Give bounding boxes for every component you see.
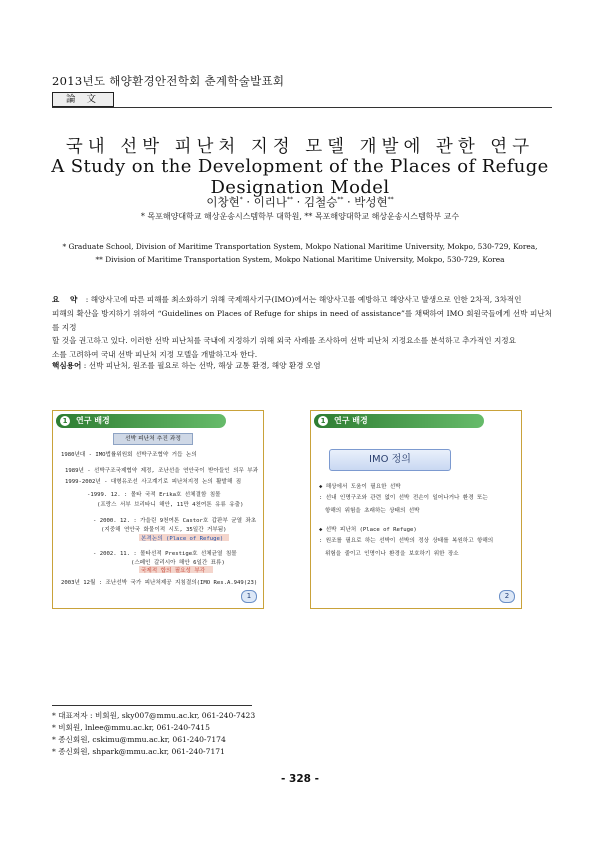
slide-line: 1989년 - 선박구조국제협약 제정, 조난선을 연안국이 받아들인 의무 부과 [65,468,259,474]
author-name: 이창현 [206,195,240,209]
author-name: 김철승 [303,195,338,209]
abstract-line: 피해의 확산을 방지하기 위하여 “Guidelines on Places of Refuge for ships in need of assistance”를 채택하여 IMO 회원국들에게 선박 피난처를 지정 [52,308,552,332]
title-korean: 국내 선박 피난처 지정 모델 개발에 관한 연구 [65,137,535,157]
header-rule [52,107,552,108]
abstract-line: 소를 고려하여 국내 선박 피난처 지정 모델을 개발하고자 한다. [52,350,258,360]
slide-line: -1999. 12. : 몰타 국적 Erika호 선체결함 침몰 [87,492,221,498]
slide-header-title: 연구 배경 [334,416,368,425]
slide-figure-2 [310,410,522,609]
slide-line: - 2000. 12. : 가을린 9천여톤 Castor호 갑판부 균열 좌초 [93,518,257,524]
slide-line: 위험을 줄이고 인명이나 환경을 보호하기 위한 장소 [325,551,459,557]
author-mark: ** [387,196,394,204]
slide-figure-1 [52,410,264,609]
page-number: - 328 - [281,773,319,785]
conference-name: 2013년도 해양환경안전학회 춘계학술발표회 [52,74,285,88]
keywords [52,360,552,371]
slide-line: ◆ 선박 피난처 (Place of Refuge) [319,527,417,533]
affiliation-korean: * 목포해양대학교 해상운송시스템학부 대학원, ** 목포해양대학교 해상운송시스템학부 교수 [140,212,460,221]
abstract-line: 할 것을 권고하고 있다. 이러한 선박 피난처를 국내에 지정하기 위해 외국 사례를 조사하여 선박 피난처 지정요소를 분석하고 추가적인 지정요 [52,336,516,346]
slide-number-badge: 1 [60,416,70,426]
slide-line: (프랑스 서부 브리타니 해안, 11만 4천여톤 유류 유출) [97,502,244,508]
author-separator: · [343,195,355,209]
slide-line: ◆ 해상에서 도움이 필요한 선박 [319,484,401,490]
slide-page-number: 1 [241,590,257,603]
paper-type-tag: 論 文 [52,92,114,107]
author-separator: · [242,195,254,209]
slide-header [314,414,484,428]
author-mark: ** [337,196,344,204]
slide-line: : 원조를 필요로 하는 선박이 선박의 정상 상태를 복원하고 항해의 [319,538,494,544]
slide-number-badge: 1 [318,416,328,426]
slide-line: (지중해 연안국 화물이적 시도, 35일간 거부됨) [101,527,227,533]
slide-line: (스페인 갈리시아 해안 6일간 표류) [131,560,225,566]
abstract [52,293,552,362]
footnote: * 종신회원, cskimu@mmu.ac.kr, 061-240-7174 [52,735,226,744]
author-name: 박성현 [354,195,388,209]
author-list [0,194,600,210]
slide-line: 1999-2002년 - 대형유조선 사고계기로 피난처지정 논의 활발해 짐 [65,479,242,485]
affiliation-english-1: * Graduate School, Division of Maritime Transportation System, Mokpo National Maritime University, Mokpo, 530-729, Korea, [62,242,538,251]
slide-header-title: 연구 배경 [76,416,110,425]
slide-line: : 선내 인명구조와 관련 없이 선박 전손이 일어나거나 환경 또는 [319,495,488,501]
slide-header [56,414,226,428]
slide-line: 2003년 12월 : 조난선박 국가 피난처제공 지침결의(IMO Res.A.949(23) [61,580,258,586]
author-name: 이리나 [253,195,288,209]
footnote-rule [52,705,252,706]
slide-line: 항해의 위험을 초래하는 상태의 선박 [325,508,420,514]
slide-subheader: 선박 피난처 추진 과정 [113,433,193,445]
slide-line: - 2002. 11. : 몰타선적 Prestige호 선체균열 침몰 [93,551,237,557]
footnote: * 비회원, lnlee@mmu.ac.kr, 061-240-7415 [52,723,210,732]
slide-line-highlight: 본격논의 (Place of Refuge) [141,536,224,542]
author-separator: · [293,195,304,209]
affiliation-english-2: ** Division of Maritime Transportation System, Mokpo National Maritime University, Mokpo, 530-729, Korea [95,255,505,264]
author-mark: * [239,196,243,204]
slide-line: 1980년대 - IMO법률위원회 선박구조협약 거듭 논의 [61,452,197,458]
keywords-text: : 선박 피난처, 원조를 필요로 하는 선박, 해상 교통 환경, 해양 환경 오염 [81,361,321,370]
abstract-label: 요 약 [52,295,82,304]
title-english: A Study on the Development of the Places of Refuge Designation Model [51,156,549,198]
footnote: * 대표저자 : 비회원, sky007@mmu.ac.kr, 061-240-7423 [52,711,256,720]
slide-page-number: 2 [499,590,515,603]
definition-box: IMO 정의 [329,449,451,471]
keywords-label: 핵심용어 [52,361,82,370]
footnote: * 종신회원, shpark@mmu.ac.kr, 061-240-7171 [52,747,225,756]
author-mark: ** [287,196,294,204]
slide-line-highlight: 국제적 합의 필요성 부각 [141,568,206,574]
abstract-line: : 해양사고에 따른 피해를 최소화하기 위해 국제해사기구(IMO)에서는 해양사고를 예방하고 해양사고 발생으로 인한 2차적, 3차적인 [83,295,522,304]
